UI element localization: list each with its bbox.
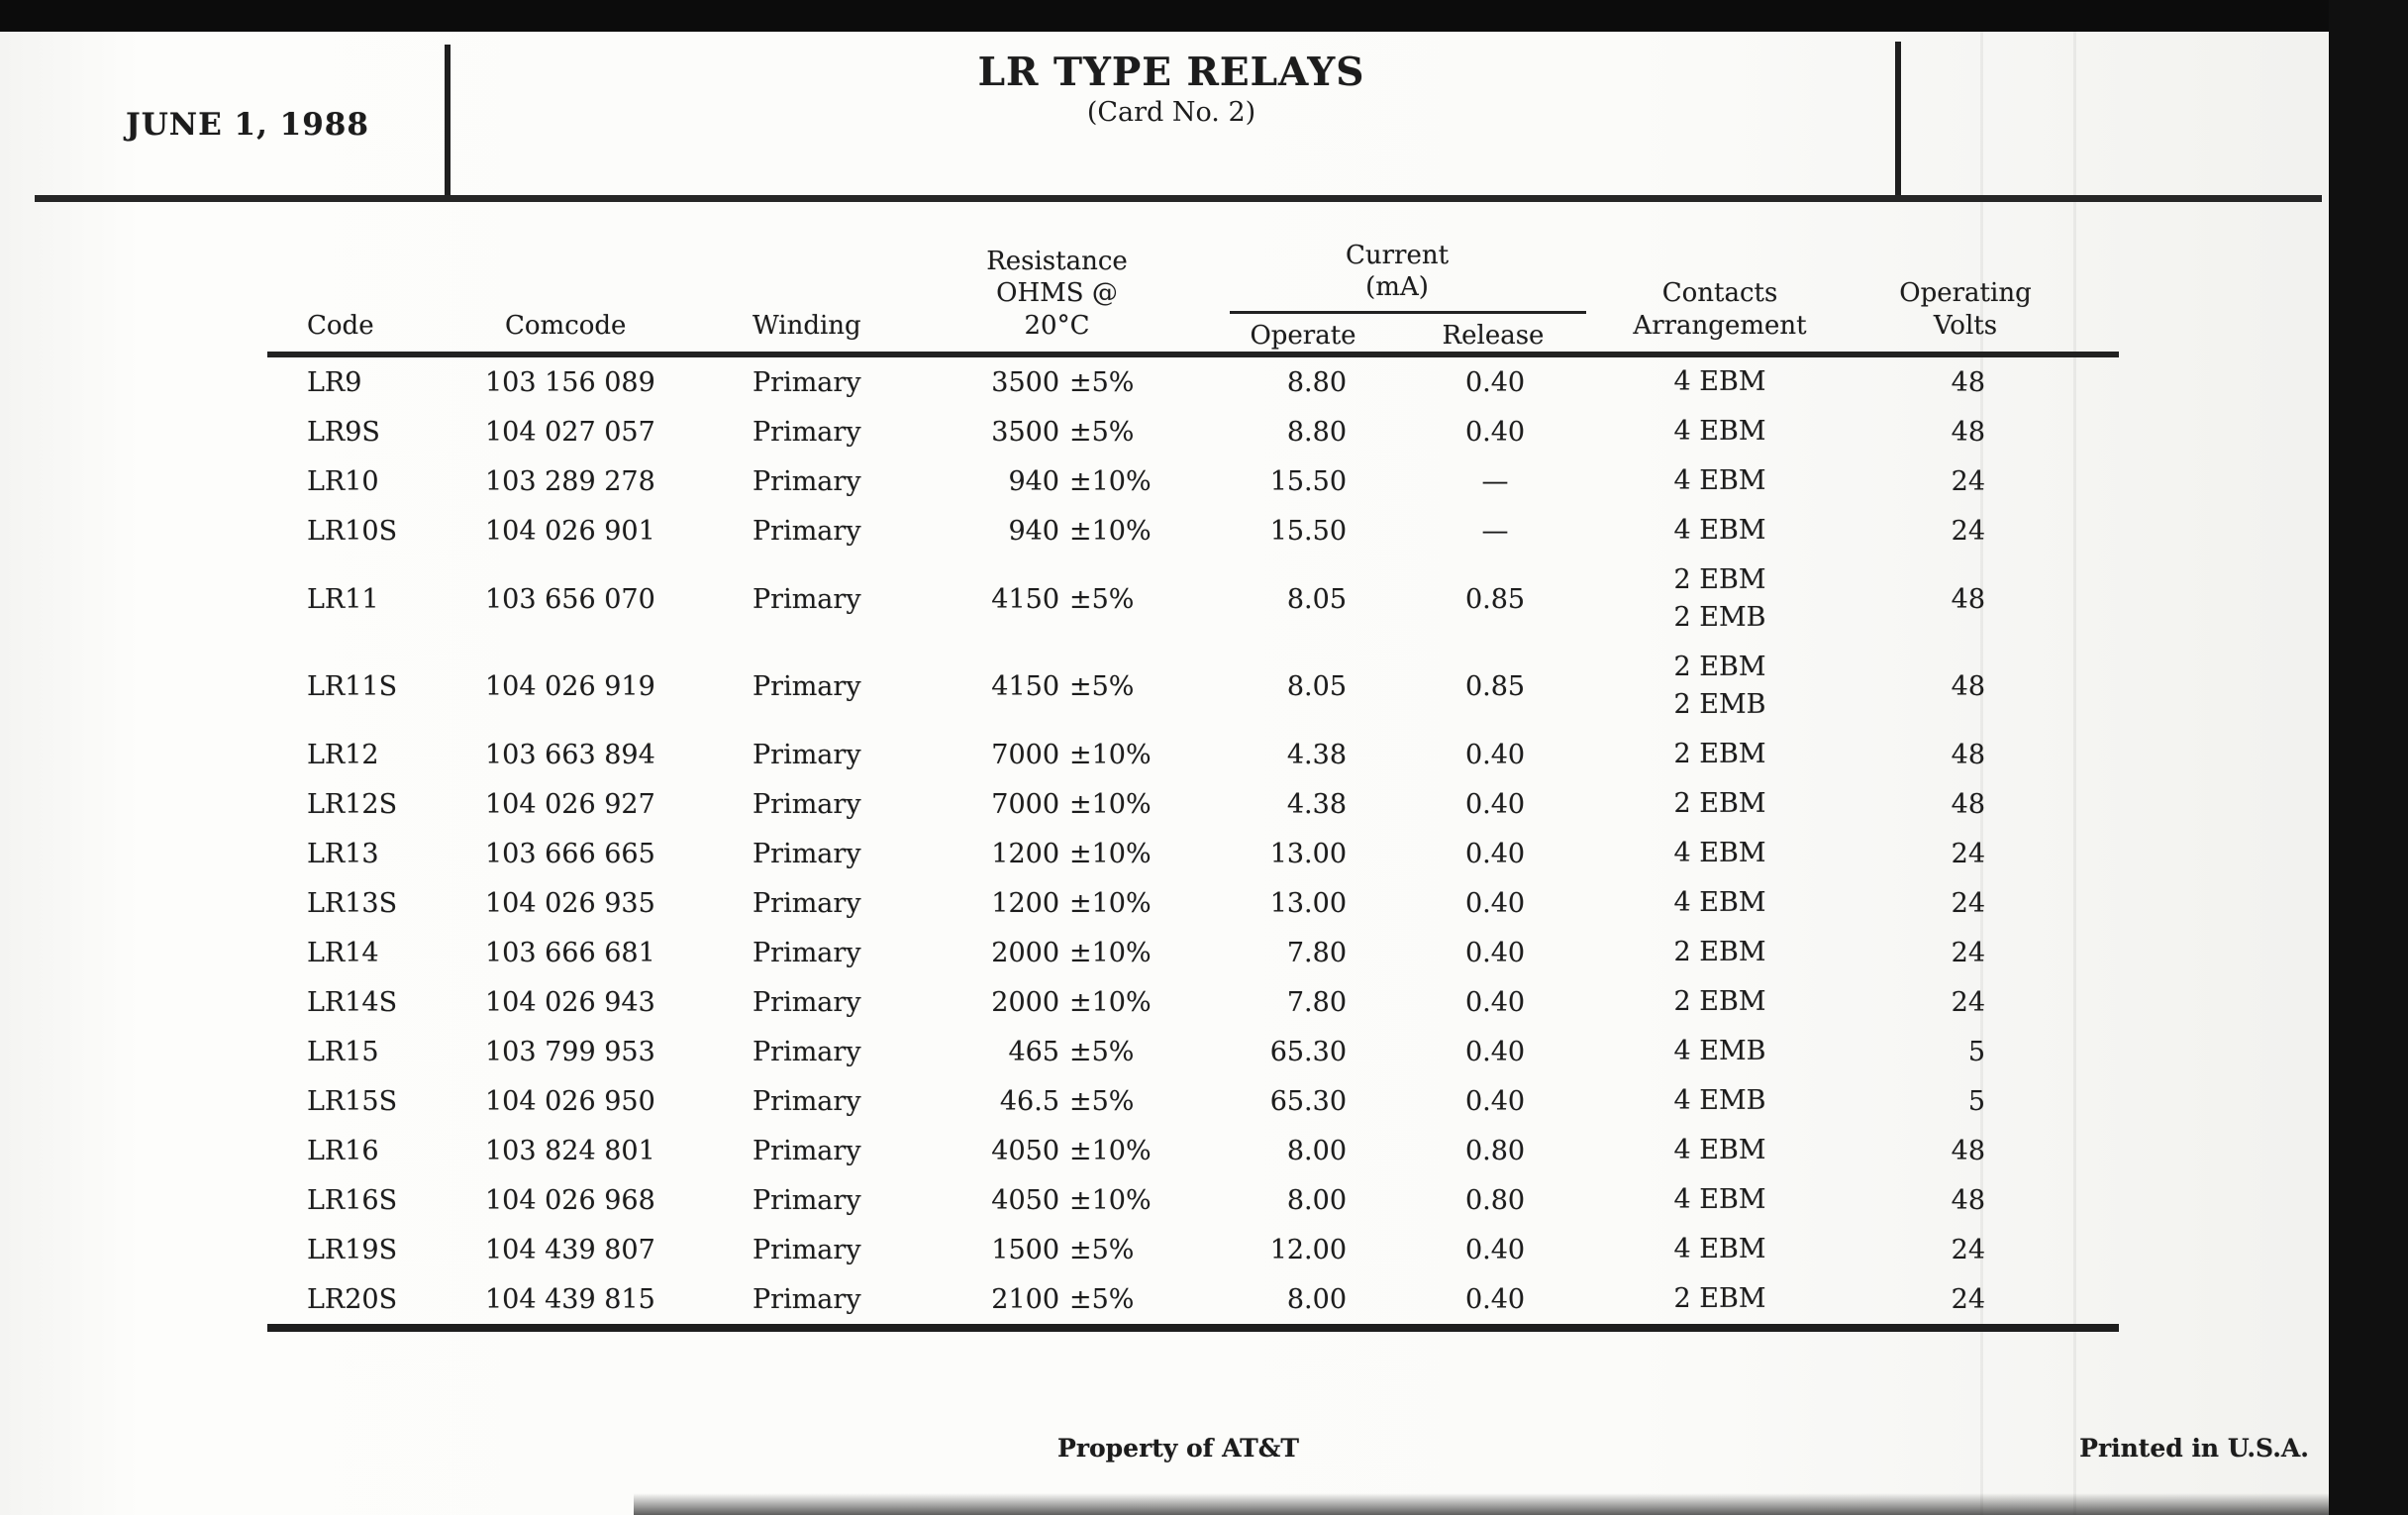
cell-winding: Primary [752, 1283, 861, 1315]
cell-winding: Primary [752, 465, 861, 497]
cell-operating-volts: 48 [1951, 788, 1985, 820]
scan-border-top [0, 0, 2408, 32]
cell-resistance [970, 367, 1228, 398]
footer-printed-notice: Printed in U.S.A. [2079, 1434, 2309, 1463]
col-header-resistance [970, 208, 1228, 352]
contacts-line: 2 EBM [1673, 937, 1766, 968]
table-header [267, 208, 2119, 357]
cell-code: LR19S [307, 1234, 398, 1265]
table-row [267, 928, 2119, 977]
table-row [267, 456, 2119, 506]
contacts-line: 2 EBM [1673, 564, 1766, 596]
resistance-value: 4050 [991, 1184, 1059, 1216]
resistance-value: 46.5 [999, 1085, 1059, 1117]
cell-release-current: 0.80 [1464, 1184, 1526, 1216]
col-header-winding [743, 208, 970, 352]
cell-operate-current: 8.80 [1286, 366, 1347, 398]
contacts-line: 4 EBM [1673, 887, 1766, 919]
table-row [267, 1126, 2119, 1175]
resistance-value: 1200 [991, 838, 1059, 869]
cell-resistance [970, 987, 1228, 1018]
cell-contacts [1614, 1132, 1881, 1169]
cell-resistance [970, 417, 1228, 448]
col-header-operate: Operate [1250, 320, 1356, 351]
cell-code: LR10S [307, 515, 398, 547]
cell-operating-volts: 24 [1951, 1234, 1985, 1265]
resistance-value: 4050 [991, 1135, 1059, 1166]
resistance-tolerance: ±5% [1069, 1234, 1135, 1265]
masthead-rule [35, 195, 2322, 202]
cell-resistance [970, 671, 1228, 702]
cell-release-current: 0.40 [1464, 937, 1526, 968]
contacts-line: 4 EMB [1673, 1085, 1766, 1117]
cell-contacts [1614, 363, 1881, 401]
resistance-value: 2000 [991, 986, 1059, 1018]
table-row [267, 1027, 2119, 1076]
cell-operating-volts: 5 [1967, 1085, 1985, 1117]
contacts-line: 4 EMB [1673, 1036, 1766, 1067]
cell-contacts [1614, 1231, 1881, 1268]
resistance-value: 4150 [991, 670, 1059, 702]
cell-comcode: 104 439 807 [485, 1234, 655, 1265]
cell-release-current: 0.40 [1464, 739, 1526, 770]
cell-comcode: 103 156 089 [485, 366, 655, 398]
cell-release-current: 0.40 [1464, 366, 1526, 398]
cell-comcode: 103 663 894 [485, 739, 655, 770]
cell-operate-current: 15.50 [1269, 465, 1347, 497]
cell-comcode: 103 666 681 [485, 937, 655, 968]
cell-code: LR13S [307, 887, 398, 919]
resistance-tolerance: ±10% [1069, 937, 1152, 968]
cell-release-current: 0.80 [1464, 1135, 1526, 1166]
table-row [267, 1076, 2119, 1126]
cell-resistance [970, 466, 1228, 497]
col-group-current [1228, 208, 1614, 352]
cell-resistance [970, 1086, 1228, 1117]
table-row [267, 1274, 2119, 1324]
cell-comcode: 104 026 968 [485, 1184, 655, 1216]
cell-operating-volts: 24 [1951, 937, 1985, 968]
cell-operate-current: 4.38 [1286, 739, 1347, 770]
cell-release-current: 0.40 [1464, 788, 1526, 820]
cell-operating-volts: 24 [1951, 465, 1985, 497]
table-body [267, 357, 2119, 1332]
cell-code: LR9 [307, 366, 362, 398]
col-header-label: (mA) [1365, 272, 1429, 302]
resistance-value: 7000 [991, 739, 1059, 770]
cell-winding: Primary [752, 366, 861, 398]
cell-contacts [1614, 649, 1881, 724]
cell-release-current: 0.40 [1464, 1085, 1526, 1117]
resistance-tolerance: ±10% [1069, 1135, 1152, 1166]
cell-resistance [970, 1185, 1228, 1216]
current-group-rule [1230, 311, 1586, 314]
cell-contacts [1614, 512, 1881, 550]
resistance-value: 3500 [991, 366, 1059, 398]
col-header-contacts [1614, 208, 1881, 352]
cell-operate-current: 8.05 [1286, 670, 1347, 702]
cell-comcode: 104 026 935 [485, 887, 655, 919]
table-row [267, 730, 2119, 779]
cell-release-current: 0.40 [1464, 887, 1526, 919]
col-header-label: Current [1345, 240, 1450, 270]
contacts-line: 4 EBM [1673, 465, 1766, 497]
cell-comcode: 104 026 919 [485, 670, 655, 702]
cell-operating-volts: 48 [1951, 366, 1985, 398]
contacts-line: 4 EBM [1673, 838, 1766, 869]
resistance-tolerance: ±5% [1069, 1036, 1135, 1067]
contacts-line: 2 EBM [1673, 788, 1766, 820]
contacts-line: 2 EBM [1673, 1283, 1766, 1315]
title-block [448, 50, 1895, 128]
cell-operate-current: 8.00 [1286, 1184, 1347, 1216]
current-group-label [1228, 240, 1614, 304]
resistance-tolerance: ±5% [1069, 1283, 1135, 1315]
cell-contacts [1614, 1033, 1881, 1070]
cell-operate-current: 8.00 [1286, 1283, 1347, 1315]
cell-code: LR15S [307, 1085, 398, 1117]
cell-contacts [1614, 1280, 1881, 1318]
footer-property-notice: Property of AT&T [1057, 1434, 1299, 1463]
contacts-line: 2 EBM [1673, 739, 1766, 770]
cell-operating-volts: 24 [1951, 515, 1985, 547]
cell-winding: Primary [752, 838, 861, 869]
cell-operate-current: 7.80 [1286, 937, 1347, 968]
table-row [267, 977, 2119, 1027]
cell-code: LR11S [307, 670, 398, 702]
cell-operating-volts: 48 [1951, 1184, 1985, 1216]
cell-operating-volts: 48 [1951, 416, 1985, 448]
col-header-code [267, 208, 485, 352]
cell-release-current: — [1481, 515, 1509, 547]
contacts-line: 4 EBM [1673, 1135, 1766, 1166]
cell-operate-current: 7.80 [1286, 986, 1347, 1018]
cell-winding: Primary [752, 1036, 861, 1067]
cell-winding: Primary [752, 986, 861, 1018]
col-header-label: Volts [1933, 310, 1998, 341]
resistance-tolerance: ±5% [1069, 1085, 1135, 1117]
resistance-value: 1200 [991, 887, 1059, 919]
cell-comcode: 104 026 950 [485, 1085, 655, 1117]
col-header-operating-volts [1881, 208, 2119, 352]
col-header-label: OHMS @ 20°C [996, 278, 1118, 341]
table-row [267, 878, 2119, 928]
resistance-tolerance: ±10% [1069, 515, 1152, 547]
contacts-line: 4 EBM [1673, 366, 1766, 398]
cell-release-current: 0.40 [1464, 416, 1526, 448]
scan-smudge [634, 1493, 2329, 1515]
cell-winding: Primary [752, 937, 861, 968]
cell-code: LR9S [307, 416, 380, 448]
resistance-tolerance: ±5% [1069, 366, 1135, 398]
cell-operate-current: 15.50 [1269, 515, 1347, 547]
table-row [267, 357, 2119, 407]
cell-operating-volts: 48 [1951, 739, 1985, 770]
cell-code: LR16S [307, 1184, 398, 1216]
contacts-line: 2 EMB [1673, 602, 1766, 633]
cell-operate-current: 4.38 [1286, 788, 1347, 820]
cell-code: LR11 [307, 583, 379, 615]
cell-winding: Primary [752, 1085, 861, 1117]
cell-comcode: 103 289 278 [485, 465, 655, 497]
cell-code: LR13 [307, 838, 379, 869]
col-header-label: Contacts [1661, 278, 1778, 308]
cell-comcode: 103 824 801 [485, 1135, 655, 1166]
cell-resistance [970, 740, 1228, 770]
cell-code: LR16 [307, 1135, 379, 1166]
resistance-tolerance: ±10% [1069, 739, 1152, 770]
col-header-label: Resistance [986, 246, 1128, 276]
table-row [267, 407, 2119, 456]
cell-comcode: 103 656 070 [485, 583, 655, 615]
cell-resistance [970, 1284, 1228, 1315]
cell-contacts [1614, 736, 1881, 773]
resistance-value: 3500 [991, 416, 1059, 448]
cell-contacts [1614, 884, 1881, 922]
resistance-tolerance: ±10% [1069, 1184, 1152, 1216]
cell-contacts [1614, 835, 1881, 872]
cell-resistance [970, 584, 1228, 615]
cell-operating-volts: 48 [1951, 583, 1985, 615]
cell-contacts [1614, 561, 1881, 637]
cell-release-current: 0.85 [1464, 670, 1526, 702]
cell-winding: Primary [752, 670, 861, 702]
resistance-tolerance: ±10% [1069, 887, 1152, 919]
cell-contacts [1614, 1082, 1881, 1120]
cell-code: LR10 [307, 465, 379, 497]
resistance-value: 940 [1008, 465, 1059, 497]
cell-winding: Primary [752, 515, 861, 547]
cell-contacts [1614, 1181, 1881, 1219]
cell-release-current: 0.85 [1464, 583, 1526, 615]
resistance-tolerance: ±10% [1069, 986, 1152, 1018]
resistance-tolerance: ±10% [1069, 465, 1152, 497]
cell-operating-volts: 48 [1951, 1135, 1985, 1166]
cell-operating-volts: 24 [1951, 1283, 1985, 1315]
cell-winding: Primary [752, 887, 861, 919]
cell-resistance [970, 1235, 1228, 1265]
cell-operate-current: 8.00 [1286, 1135, 1347, 1166]
cell-contacts [1614, 983, 1881, 1021]
cell-contacts [1614, 785, 1881, 823]
cell-comcode: 104 026 943 [485, 986, 655, 1018]
cell-resistance [970, 516, 1228, 547]
cell-resistance [970, 789, 1228, 820]
col-header-label: Code [307, 310, 374, 341]
cell-code: LR14S [307, 986, 398, 1018]
cell-resistance [970, 938, 1228, 968]
table-row [267, 829, 2119, 878]
cell-comcode: 104 439 815 [485, 1283, 655, 1315]
contacts-line: 4 EBM [1673, 1234, 1766, 1265]
contacts-line: 4 EBM [1673, 515, 1766, 547]
cell-operate-current: 8.80 [1286, 416, 1347, 448]
cell-comcode: 103 666 665 [485, 838, 655, 869]
cell-comcode: 103 799 953 [485, 1036, 655, 1067]
contacts-line: 2 EBM [1673, 652, 1766, 683]
resistance-tolerance: ±5% [1069, 670, 1135, 702]
cell-winding: Primary [752, 416, 861, 448]
cell-release-current: 0.40 [1464, 1234, 1526, 1265]
cell-comcode: 104 026 901 [485, 515, 655, 547]
col-header-label: Winding [752, 310, 861, 341]
cell-operating-volts: 24 [1951, 887, 1985, 919]
cell-release-current: 0.40 [1464, 1036, 1526, 1067]
table-row [267, 643, 2119, 730]
contacts-line: 4 EBM [1673, 416, 1766, 448]
table-row [267, 1225, 2119, 1274]
cell-operate-current: 13.00 [1269, 887, 1347, 919]
contacts-line: 2 EBM [1673, 986, 1766, 1018]
cell-release-current: 0.40 [1464, 986, 1526, 1018]
cell-operate-current: 13.00 [1269, 838, 1347, 869]
cell-contacts [1614, 462, 1881, 500]
resistance-tolerance: ±5% [1069, 416, 1135, 448]
col-header-comcode [485, 208, 743, 352]
table-row [267, 506, 2119, 556]
cell-resistance [970, 1037, 1228, 1067]
current-subheaders [1228, 320, 1614, 353]
cell-winding: Primary [752, 788, 861, 820]
col-header-label: Operating [1899, 278, 2032, 308]
table-row [267, 556, 2119, 643]
resistance-value: 940 [1008, 515, 1059, 547]
cell-operate-current: 12.00 [1269, 1234, 1347, 1265]
resistance-value: 465 [1008, 1036, 1059, 1067]
relay-table [267, 208, 2119, 1332]
cell-resistance [970, 888, 1228, 919]
cell-winding: Primary [752, 1135, 861, 1166]
resistance-value: 2000 [991, 937, 1059, 968]
page-title: LR TYPE RELAYS [977, 50, 1365, 95]
resistance-tolerance: ±10% [1069, 838, 1152, 869]
cell-operate-current: 8.05 [1286, 583, 1347, 615]
table-row [267, 1175, 2119, 1225]
cell-winding: Primary [752, 583, 861, 615]
cell-release-current: 0.40 [1464, 838, 1526, 869]
table-row [267, 779, 2119, 829]
cell-operating-volts: 5 [1967, 1036, 1985, 1067]
cell-comcode: 104 026 927 [485, 788, 655, 820]
cell-winding: Primary [752, 1234, 861, 1265]
resistance-value: 4150 [991, 583, 1059, 615]
cell-contacts [1614, 413, 1881, 451]
cell-resistance [970, 1136, 1228, 1166]
col-header-label: Arrangement [1633, 310, 1807, 341]
contacts-line: 2 EMB [1673, 689, 1766, 720]
cell-operating-volts: 24 [1951, 986, 1985, 1018]
col-header-release: Release [1442, 320, 1545, 351]
cell-operate-current: 65.30 [1269, 1085, 1347, 1117]
cell-contacts [1614, 934, 1881, 971]
cell-release-current: 0.40 [1464, 1283, 1526, 1315]
cell-operating-volts: 48 [1951, 670, 1985, 702]
cell-operating-volts: 24 [1951, 838, 1985, 869]
masthead-divider-right [1895, 42, 1901, 202]
cell-code: LR15 [307, 1036, 379, 1067]
resistance-tolerance: ±10% [1069, 788, 1152, 820]
cell-code: LR12S [307, 788, 398, 820]
cell-operate-current: 65.30 [1269, 1036, 1347, 1067]
scan-border-right [2329, 0, 2408, 1515]
cell-release-current: — [1481, 465, 1509, 497]
cell-winding: Primary [752, 739, 861, 770]
cell-code: LR20S [307, 1283, 398, 1315]
document-page [0, 32, 2329, 1515]
col-header-label: Comcode [505, 310, 627, 341]
resistance-value: 2100 [991, 1283, 1059, 1315]
cell-resistance [970, 839, 1228, 869]
contacts-line: 4 EBM [1673, 1184, 1766, 1216]
resistance-value: 7000 [991, 788, 1059, 820]
page-subtitle: (Card No. 2) [1086, 97, 1256, 128]
resistance-tolerance: ±5% [1069, 583, 1135, 615]
cell-winding: Primary [752, 1184, 861, 1216]
issue-date: JUNE 1, 1988 [126, 107, 369, 143]
cell-code: LR12 [307, 739, 379, 770]
resistance-value: 1500 [991, 1234, 1059, 1265]
cell-comcode: 104 027 057 [485, 416, 655, 448]
cell-code: LR14 [307, 937, 379, 968]
